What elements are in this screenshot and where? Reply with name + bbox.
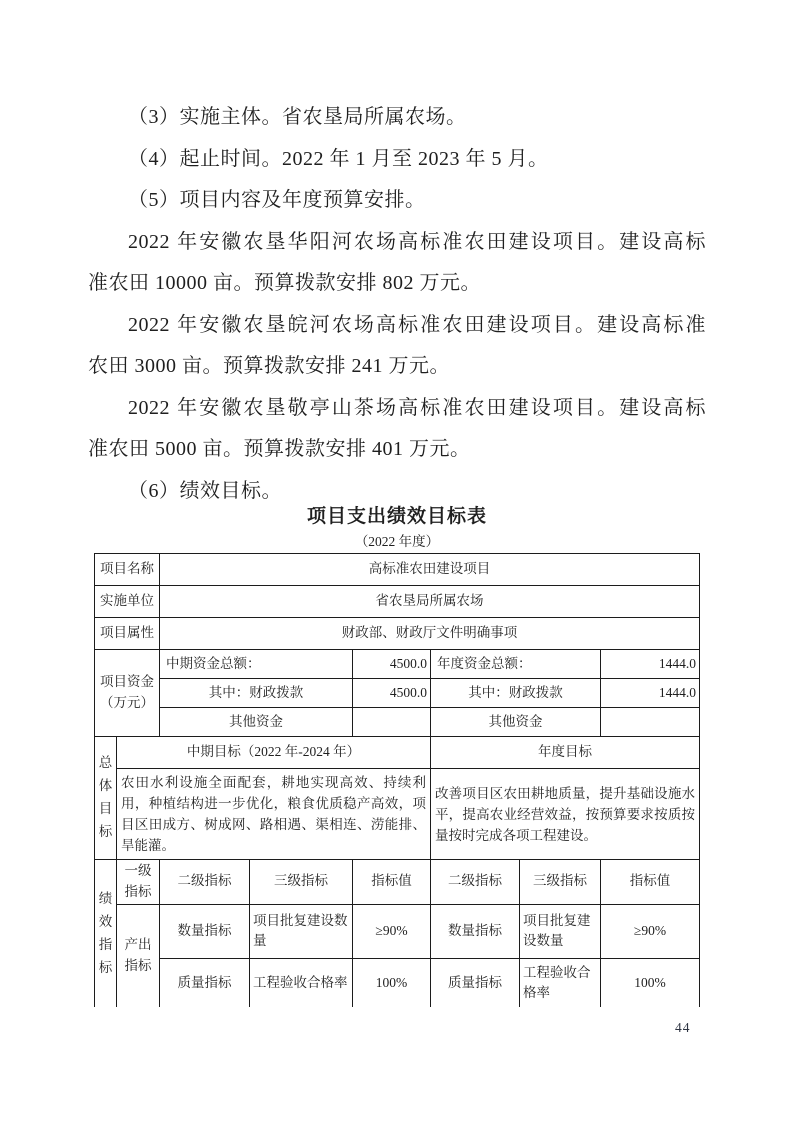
performance-table-section — [0, 503, 794, 1007]
project-attribute-label: 项目属性 — [94, 618, 159, 650]
quality-indicator-value-annual: 100% — [600, 958, 699, 1007]
paragraph-line: 2022 年安徽农垦敬亭山茶场高标准农田建设项目。建设高标 — [128, 396, 706, 419]
paragraph-line: 准农田 10000 亩。预算拨款安排 802 万元。 — [88, 272, 481, 294]
page-number: 44 — [675, 1020, 691, 1035]
midterm-fiscal-value: 4500.0 — [352, 679, 430, 708]
quantity-indicator-annual: 数量指标 — [430, 904, 519, 958]
overall-goal-label: 总体目标 — [94, 737, 116, 860]
performance-indicator-label: 绩效指标 — [94, 860, 116, 1008]
body-paragraphs — [88, 97, 706, 512]
project-funds-label: 项目资金（万元） — [94, 650, 159, 737]
paragraph-line: 农田 3000 亩。预算拨款安排 241 万元。 — [88, 355, 450, 377]
project-attribute-value: 财政部、财政厅文件明确事项 — [159, 618, 699, 650]
annual-total-value: 1444.0 — [600, 650, 699, 679]
output-indicator-group-label: 产出指标 — [116, 904, 159, 1007]
quality-indicator-name-mid: 工程验收合格率 — [249, 958, 352, 1007]
table-row — [94, 679, 699, 708]
implement-unit-value: 省农垦局所属农场 — [159, 586, 699, 618]
annual-other-label: 其他资金 — [430, 708, 600, 737]
paragraph-line: 2022 年安徽农垦华阳河农场高标准农田建设项目。建设高标 — [128, 230, 706, 253]
table-subtitle: （2022 年度） — [354, 534, 440, 549]
level2-indicator-header-annual: 二级指标 — [430, 860, 519, 905]
project-name-value: 高标准农田建设项目 — [159, 554, 699, 586]
quality-indicator-name-annual: 工程验收合格率 — [519, 958, 600, 1007]
quality-indicator-mid: 质量指标 — [159, 958, 249, 1007]
paragraph-line: （5）项目内容及年度预算安排。 — [128, 189, 426, 211]
quantity-indicator-mid: 数量指标 — [159, 904, 249, 958]
quality-indicator-value-mid: 100% — [352, 958, 430, 1007]
paragraph-line: （6）绩效目标。 — [128, 479, 282, 502]
table-row — [94, 904, 699, 958]
table-title: 项目支出绩效目标表 — [306, 506, 487, 527]
quantity-indicator-name-annual: 项目批复建设数量 — [519, 904, 600, 958]
table-row — [94, 860, 699, 905]
table-row — [94, 958, 699, 1007]
table-row — [94, 586, 699, 618]
midterm-other-label: 其他资金 — [159, 708, 352, 737]
midterm-goal-text: 农田水利设施全面配套，耕地实现高效、持续利用，种植结构进一步优化，粮食优质稳产高效，项目区田成方、树成网、路相遇、渠相连、涝能排、旱能灌。 — [116, 769, 430, 860]
paragraph-line: 2022 年安徽农垦皖河农场高标准农田建设项目。建设高标准 — [128, 313, 706, 336]
table-row — [94, 737, 699, 769]
midterm-other-value — [352, 708, 430, 737]
annual-fiscal-value: 1444.0 — [600, 679, 699, 708]
paragraph-line: （3）实施主体。省农垦局所属农场。 — [128, 106, 467, 128]
indicator-value-header-annual: 指标值 — [600, 860, 699, 905]
quantity-indicator-value-annual: ≥90% — [600, 904, 699, 958]
table-row — [94, 708, 699, 737]
level1-indicator-header: 一级指标 — [116, 860, 159, 905]
table-row — [94, 618, 699, 650]
annual-total-label: 年度资金总额： — [430, 650, 600, 679]
level2-indicator-header-mid: 二级指标 — [159, 860, 249, 905]
table-row — [94, 554, 699, 586]
paragraph-line: （4）起止时间。2022 年 1 月至 2023 年 5 月。 — [128, 147, 549, 170]
midterm-total-value: 4500.0 — [352, 650, 430, 679]
project-name-label: 项目名称 — [94, 554, 159, 586]
quality-indicator-annual: 质量指标 — [430, 958, 519, 1007]
table-row — [94, 650, 699, 679]
paragraph-line: 准农田 5000 亩。预算拨款安排 401 万元。 — [88, 438, 471, 460]
midterm-fiscal-label: 其中：财政拨款 — [159, 679, 352, 708]
quantity-indicator-name-mid: 项目批复建设数量 — [249, 904, 352, 958]
midterm-total-label: 中期资金总额： — [159, 650, 352, 679]
implement-unit-label: 实施单位 — [94, 586, 159, 618]
performance-target-table — [94, 553, 700, 1007]
indicator-value-header-mid: 指标值 — [352, 860, 430, 905]
level3-indicator-header-annual: 三级指标 — [519, 860, 600, 905]
table-row — [94, 769, 699, 860]
annual-other-value — [600, 708, 699, 737]
annual-fiscal-label: 其中：财政拨款 — [430, 679, 600, 708]
annual-goal-header: 年度目标 — [430, 737, 699, 769]
quantity-indicator-value-mid: ≥90% — [352, 904, 430, 958]
annual-goal-text: 改善项目区农田耕地质量，提升基础设施水平，提高农业经营效益，按预算要求按质按量按时完成各项工程建设。 — [430, 769, 699, 860]
level3-indicator-header-mid: 三级指标 — [249, 860, 352, 905]
midterm-goal-header: 中期目标（2022 年-2024 年） — [116, 737, 430, 769]
